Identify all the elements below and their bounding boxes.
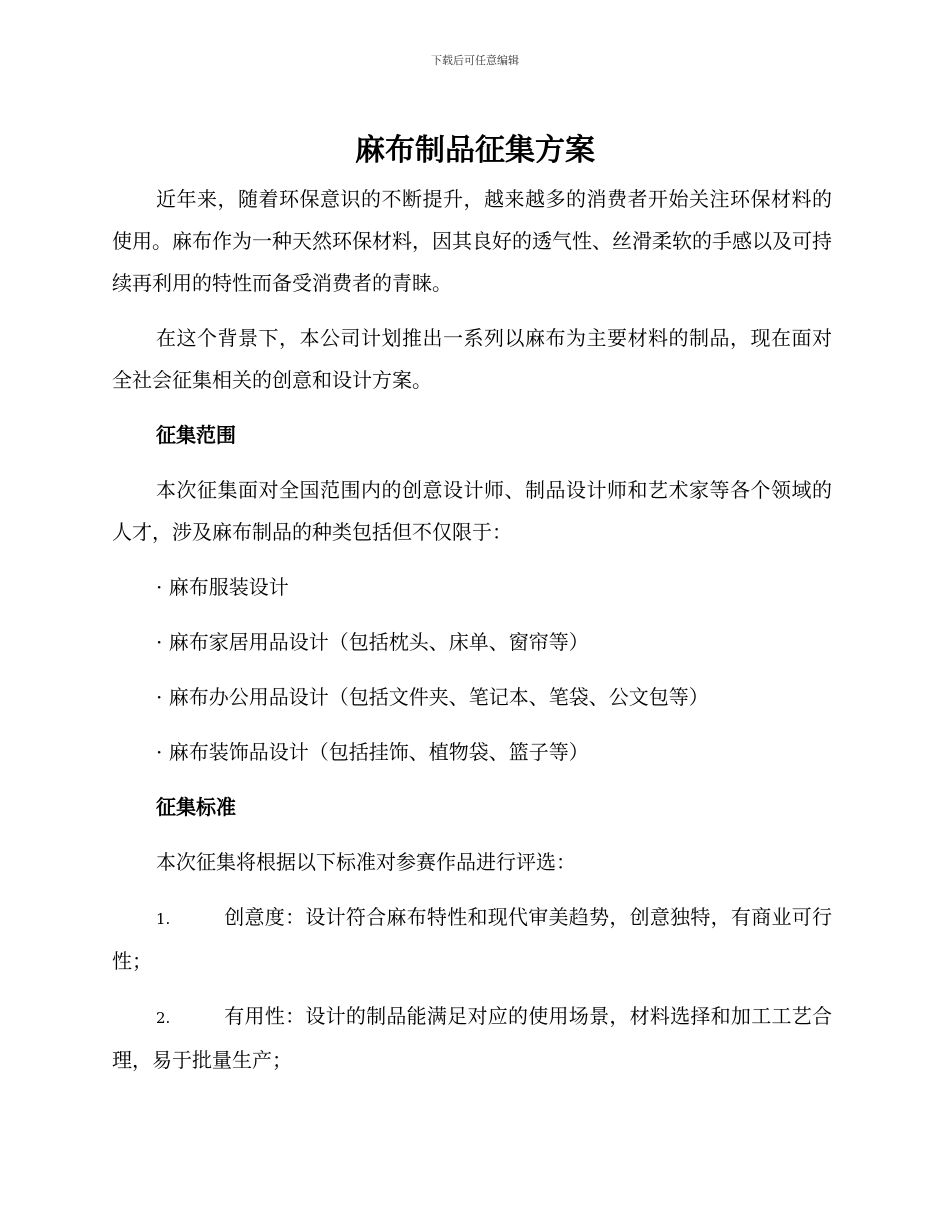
page-header-note: 下载后可任意编辑 [431,54,519,67]
criteria-paragraph: 本次征集将根据以下标准对参赛作品进行评选： [156,850,576,874]
document-body [112,178,832,1094]
scope-heading: 征集范围 [156,423,236,447]
document-title: 麻布制品征集方案 [355,133,595,168]
criteria-item-2 [112,995,832,1081]
criteria-item-1-marker: 1. [156,910,171,928]
scope-item-decor: · 麻布装饰品设计（包括挂饰、植物袋、篮子等） [156,740,589,764]
criteria-item-2-text: 有用性：设计的制品能满足对应的使用场景，材料选择和加工工艺合理，易于批量生产； [112,1004,832,1072]
scope-item-clothing: · 麻布服装设计 [156,575,289,599]
scope-paragraph: 本次征集面对全国范围内的创意设计师、制品设计师和艺术家等各个领域的人才，涉及麻布制品的种类包括但不仅限于： [112,478,832,544]
scope-item-home: · 麻布家居用品设计（包括枕头、床单、窗帘等） [156,630,589,654]
criteria-item-1 [112,896,832,982]
criteria-item-2-marker: 2. [156,1009,171,1027]
scope-item-office: · 麻布办公用品设计（包括文件夹、笔记本、笔袋、公文包等） [156,685,709,709]
intro-paragraph-1: 近年来，随着环保意识的不断提升，越来越多的消费者开始关注环保材料的使用。麻布作为一种天然环保材料，因其良好的透气性、丝滑柔软的手感以及可持续再利用的特性而备受消费者的青睐。 [112,187,832,295]
intro-paragraph-2: 在这个背景下，本公司计划推出一系列以麻布为主要材料的制品，现在面对全社会征集相关的创意和设计方案。 [112,326,832,392]
criteria-heading: 征集标准 [156,795,236,819]
criteria-item-1-text: 创意度：设计符合麻布特性和现代审美趋势，创意独特，有商业可行性； [112,905,832,973]
